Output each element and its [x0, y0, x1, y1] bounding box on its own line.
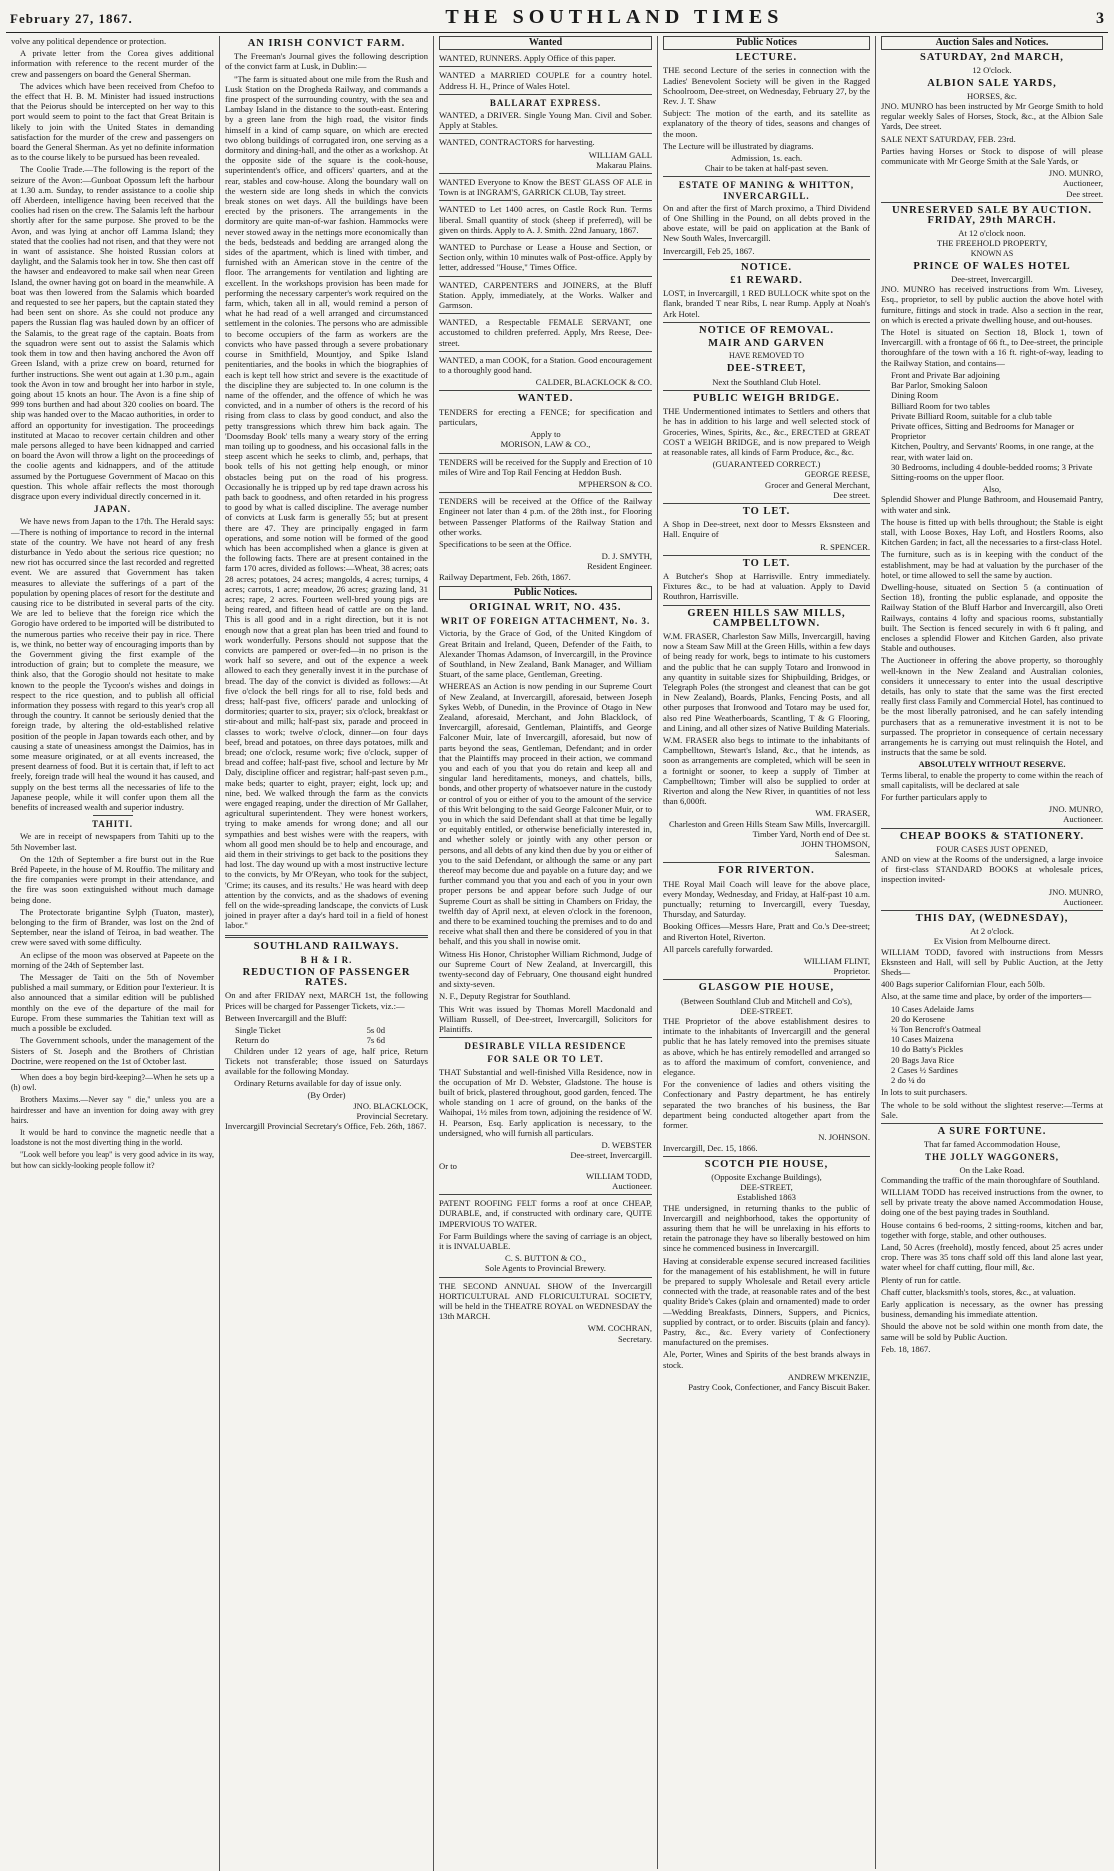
signature: JNO. MUNRO, [1048, 168, 1103, 179]
divider [663, 862, 870, 863]
divider [881, 828, 1103, 829]
signature-title: Grocer and General Merchant, [765, 479, 870, 490]
ad-line: (Between Southland Club and Mitchell and Co's), [680, 995, 853, 1006]
signature-place: Makarau Plains. [596, 159, 652, 170]
ad: On and after the first of March proximo, a Third Dividend of One Shilling in the Pound, on all debts proved in the above estate, will be paid on application at the Bank of New South Wales, Invercargill. [663, 202, 870, 244]
ad: WANTED, CONTRACTORS for harvesting. [439, 137, 595, 148]
ad-line: Apply to [530, 429, 561, 440]
column-article [220, 36, 434, 1871]
ad-line: DEE-STREET. [740, 1005, 793, 1016]
signature: WM. COCHRAN, [587, 1323, 652, 1334]
signature-title: Auctioneer, [1063, 178, 1103, 189]
ad: AND on view at the Rooms of the undersigned, a large invoice of first-class STANDARD BOOKS at wholesale prices, inspection invited- [881, 854, 1103, 885]
divider [663, 390, 870, 391]
divider [439, 492, 652, 493]
divider [439, 1037, 652, 1038]
divider [439, 66, 652, 67]
paragraph: The Messager de Taiti on the 5th of November published a mail summary, or Edition pour l'exterieur. It is also announced that a similar edition will be published monthly on the eve of the departure of the mail for Europe. From these summaries the Tahitian text will as much a possible be excluded. [11, 972, 214, 1034]
divider [225, 935, 428, 938]
ad-line: On the Lake Road. [959, 1164, 1025, 1175]
ad: WANTED, RUNNERS. Apply Office of this paper. [439, 53, 616, 64]
ad: Dwelling-house, situated on Section 5 (a continuation of Section 18), fronting the public esplanade, and opposite the Railway Station of the Bluff Harbor and Invercargill, also Oreti Railways, contains 4 lofty and spacious rooms, substantially built. The Section is fenced securely in with 6 ft paling, and encloses a splendid Flower and Kitchen Garden, also private Stable and outhouses. [881, 581, 1103, 654]
ad-heading: NOTICE OF REMOVAL. [699, 324, 834, 336]
room-list [891, 370, 1103, 482]
list-item: 10 do Batty's Pickles [891, 1044, 963, 1055]
paragraph: Ordinary Returns available for day of issue only. [234, 1078, 402, 1089]
paragraph: A private letter from the Corea gives additional information with reference to the recent murder of the crew and passengers on board the General Sherman. [11, 48, 214, 79]
fare-label: Single Ticket [235, 1025, 281, 1036]
ad-line: Or to [439, 1160, 457, 1171]
signature-title: Charleston and Green Hills Steam Saw Mills, Invercargill. [668, 818, 870, 829]
signature: N. JOHNSON. [818, 1132, 870, 1143]
list-item: 20 Bags Java Rice [891, 1054, 955, 1065]
paragraph: "Look well before you leap" is very good advice in its way, but how can sickly-looking people follow it? [11, 1150, 214, 1170]
ad: The Hotel is situated on Section 18, Block 1, town of Invercargill. with a frontage of 66 ft., to Dee-street, the principle thoroughfare of the town with a 16 ft. right-of-way, leading to the Railway Station, and contains— [881, 327, 1103, 368]
ad-line: FOUR CASES JUST OPENED, [936, 843, 1048, 854]
ad-heading: WANTED. [517, 393, 574, 405]
ad-line: Ex Vision from Melbourne direct. [933, 936, 1051, 947]
divider [439, 276, 652, 277]
newspaper-title: THE SOUTHLAND TIMES [445, 6, 784, 28]
ad-heading: THIS DAY, (WEDNESDAY), [915, 913, 1069, 925]
divider [439, 133, 652, 134]
by-order: (By Order) [307, 1090, 346, 1101]
ad-heading: PRINCE OF WALES HOTEL [913, 260, 1071, 272]
signature-title: Auctioneer. [1063, 896, 1103, 907]
ad-heading: NOTICE. [740, 261, 793, 273]
ad: Booking Offices—Messrs Hare, Pratt and Co.'s Dee-street; and Riverton Hotel, Riverton. [663, 921, 870, 942]
ad: WANTED a MARRIED COUPLE for a country hotel. Address H. H., Prince of Wales Hotel. [439, 70, 652, 91]
divider [439, 390, 652, 391]
fare-value: 5s 0d [366, 1025, 385, 1036]
ad: Having at considerable expense secured increased facilities for the management of his establishment, he will in future be prepared to supply Wholesale and Retail every article connected with the trade, at reasonable rates and of the best quality Bride's Cakes (plain and ornamented) made to order—Wedding Breakfasts, Dinners, Suppers, and Picnics, supplied by contract, or to order. Biscuits (plain and fancy). Pastry, &c., &c. Every variety of Confectionery manufactured on the premises. [663, 1255, 870, 1348]
ad-line: THE FREEHOLD PROPERTY, [936, 238, 1048, 249]
ad: Ale, Porter, Wines and Spirits of the best brands always in stock. [663, 1349, 870, 1370]
ad: Commanding the traffic of the main thoroughfare of Southland. [881, 1174, 1100, 1185]
signature: ANDREW M'KENZIE, [787, 1371, 870, 1382]
paragraph: The advices which have been received from Chefoo to the effect that H. B. M. Minister had issued instructions that the Peiorus should be intercepted on her way to this port would seem to point to the fact that Great Britain is likely to join with the United States in demanding satisfaction for the murder of the crew and passengers on board the General Sherman. As yet no definite information as to the course likely to be pursued has been revealed. [11, 80, 214, 163]
ad: JNO. MUNRO has received instructions from Wm. Livesey, Esq., proprietor, to sell by public auction the above hotel with furniture, fittings and stock in trade. Also a section in the rear, on which is erected a private dwelling house, and out-houses. [881, 284, 1103, 325]
paragraph: The Freeman's Journal gives the following description of the convict farm at Lusk, in Dublin:— [225, 51, 428, 72]
ad-line: KNOWN AS [970, 248, 1014, 258]
divider [11, 1069, 214, 1070]
divider [439, 200, 652, 201]
ad-heading: UNRESERVED SALE BY AUCTION. FRIDAY, 29th MARCH. [891, 204, 1093, 227]
ad-line: 12 O'clock. [972, 65, 1012, 76]
paragraph: On and after FRIDAY next, MARCH 1st, the following Prices will be charged for Passenger Tickets, viz.:— [225, 990, 428, 1011]
ad-line: At 12 o'clock noon. [958, 228, 1026, 239]
page-number: 3 [1096, 10, 1104, 27]
ad: Terms liberal, to enable the property to come within the reach of small capitalists, will be declared at sale [881, 769, 1103, 790]
ad: Splendid Shower and Plunge Bathroom, and Housemaid Pantry, with water and sink. [881, 494, 1103, 515]
signature: MORISON, LAW & CO., [500, 439, 591, 450]
signature-title: Auctioneer. [1063, 814, 1103, 825]
signature-title: Salesman. [834, 849, 870, 860]
list-item: 2 Cases ½ Sardines [891, 1064, 958, 1075]
ad: WILLIAM TODD, favored with instructions from Messrs Eksnsteen and Hall, will sell by Public Auction, at the Jetty Sheds— [881, 946, 1103, 978]
ad: PATENT ROOFING FELT forms a roof at once CHEAP, DURABLE, and, if constructed with ordinary care, QUITE IMPERVIOUS TO WATER. [439, 1198, 652, 1229]
ad: House contains 6 bed-rooms, 2 sitting-rooms, kitchen and bar, together with forge, stable, and other outhouses. [881, 1219, 1103, 1240]
paragraph: We have news from Japan to the 17th. The Herald says:—There is nothing of importance to record in the internal state of the country. We have not heard of any fresh disturbance in Yedo about the serious rice question; no new riot has occurred since the last recorded and regretted event. We are assured that Government has taken measures to alleviate the sufferings of a part of the population by opening places of resort for the destitute and causing rice to be distributed in several parts of the city. We are led to believe that the foreign rice which the Gorogio have ordered to be imported will be distributed to the numerous parties who receive their pay in rice. There is, we think, no better way of encouraging imports than by the Government giving the first example of the introduction of grain; but to complete the measure, we think also, that the Gorogio should not hesitate to make known to the people the Tycoon's wishes and doings in respect to the rice question, and to publish all official information they possess with regard to this year's crop all through the country. It cannot be seriously denied that the foreign trade, by altering the old-established relative position of the people in Japan towards each other, and by causing a state of uneasiness amongst the Daimios, has in some measure originated, or at all events increased, the present dearness of food. But it is certain that, if left to act freely, foreign trade will heal the wound it has caused, and supply on the best terms all the necessaries of life to the Japanese people, while it will confer upon them all the benefits of increased wealth and superior industry. [11, 516, 214, 813]
ad-line: ABSOLUTELY WITHOUT RESERVE. [918, 759, 1066, 770]
ad-heading: LECTURE. [735, 52, 798, 64]
ad-heading: SOUTHLAND RAILWAYS. [253, 940, 400, 952]
ad: Witness His Honor, Christopher William Richmond, Judge of our Supreme Court of New Zealand, at Invercargill, this twenty-second day of February, One thousand eight hundred and sixty-seven. [439, 948, 652, 990]
ad-heading: BALLARAT EXPRESS. [489, 97, 602, 108]
ad: Land, 50 Acres (freehold), mostly fenced, about 25 acres under crop. There was 35 tons chaff sold off this land alone last year, water wheel for chaff cutting, flour mill, &c. [881, 1241, 1103, 1273]
ad-line: At 2 o'clock. [970, 926, 1014, 937]
section-heading: TAHITI. [91, 819, 134, 830]
signature-title: Secretary. [617, 1333, 652, 1344]
paragraph: An eclipse of the moon was observed at Papeete on the morning of the 24th of September last. [11, 949, 214, 970]
ad: WANTED Everyone to Know the BEST GLASS OF ALE in Town is at INGRAM'S, GARRICK CLUB, Tay street. [439, 177, 652, 198]
list-item: 2 do ¼ do [891, 1075, 926, 1086]
ad: TENDERS for erecting a FENCE; for specification and particulars, [439, 406, 652, 427]
signature-place: Dee street. [1066, 188, 1103, 199]
ad: WANTED, a DRIVER. Single Young Man. Civil and Sober. Apply at Stables. [439, 110, 652, 131]
ad: THE Royal Mail Coach will leave for the above place, every Monday, Wednesday, and Friday, at Half-past 10 a.m. punctually; returning to Invercargill, every Tuesday, Thursday, and Saturday. [663, 878, 870, 920]
ad-heading: DEE-STREET, [726, 363, 807, 375]
divider [439, 351, 652, 352]
ad: The Lecture will be illustrated by diagrams. [663, 140, 814, 151]
signature: JOHN THOMSON, [801, 839, 870, 850]
paragraph: Brothers Maxims.—Never say " die," unless you are a hairdresser and have an invention for doing away with grey hairs. [11, 1095, 214, 1125]
signature-place: Railway Department, Feb. 26th, 1867. [439, 571, 571, 582]
ad-heading: A SURE FORTUNE. [937, 1125, 1047, 1137]
list-item: 20 do Kerosene [891, 1013, 945, 1024]
ad: Plenty of run for cattle. [881, 1274, 961, 1285]
column-public-notices [658, 36, 876, 1869]
divider [439, 453, 652, 454]
section-header: Wanted [439, 36, 652, 50]
ad: THE SECOND ANNUAL SHOW of the Invercargill HORTICULTURAL AND FLORICULTURAL SOCIETY, will be held in the THEATRE ROYAL on WEDNESDAY the 13th MARCH. [439, 1280, 652, 1322]
signature: R. SPENCER. [820, 541, 870, 552]
ad-line: (Opposite Exchange Buildings), [711, 1171, 822, 1182]
divider [663, 979, 870, 980]
signature-title: Pastry Cook, Confectioner, and Fancy Biscuit Baker. [688, 1381, 870, 1392]
ad-line: HORSES, &c. [967, 90, 1017, 101]
divider [663, 503, 870, 504]
signature-title: Resident Engineer. [587, 561, 652, 572]
ad: Also, at the same time and place, by order of the importers— [881, 991, 1092, 1002]
divider [663, 605, 870, 606]
ad: WANTED to Let 1400 acres, on Castle Rock Run. Terms liberal. Small quantity of stock (sheep if preferred), will be given on thirds. Apply to A. J. Smith. 22nd January, 1867. [439, 204, 652, 235]
ad: Chaff cutter, blacksmith's tools, stores, &c., at valuation. [881, 1286, 1076, 1297]
signature: WILLIAM TODD, [585, 1170, 652, 1181]
signature-title: Auctioneer. [612, 1180, 652, 1191]
issue-date: February 27, 1867. [10, 11, 133, 26]
ad: Victoria, by the Grace of God, of the United Kingdom of Great Britain and Ireland, Queen, Defender of the Faith, to Alexander Thomas Adamson, of Invercargill, in the Province of Southland, in New Zealand, Bank Manager, and William Stuart, of the same place, Gentleman, Greeting. [439, 628, 652, 680]
ad: SALE NEXT SATURDAY, FEB. 23rd. [881, 133, 1016, 144]
section-header: Public Notices [663, 36, 870, 50]
ad-heading: SCOTCH PIE HOUSE, [704, 1158, 829, 1170]
paragraph: The Protectorate brigantine Sylph (Tuaton, master), belonging to the firm of Brander, was lost on the 2nd of September, near the island of Teiroa, in bad weather. The crew were saved with some difficulty. [11, 906, 214, 948]
ad: THE Proprietor of the above establishment desires to intimate to the inhabitants of Invercargill and the general public that he has lately removed into the premises situate as above, which he has entirely remodelled and arranged so as to afford the maximum of comfort, convenience, and elegance. [663, 1016, 870, 1078]
ad: LOST, in Invercargill, 1 RED BULLOCK white spot on the flank, branded T near Ribs, L near Rump. Apply at Noah's Ark Hotel. [663, 288, 870, 319]
signature-place: Invercargill Provincial Secretary's Office, Feb. 26th, 1867. [225, 1120, 427, 1131]
fare-label: Return do [235, 1035, 270, 1046]
ad: Specifications to be seen at the Office. [439, 538, 572, 549]
ad: Should the above not be sold within one month from date, the same will be sold by Public Auction. [881, 1321, 1103, 1342]
ad-heading: £1 REWARD. [730, 275, 803, 287]
column-wanted [434, 36, 658, 1869]
paragraph: On the 12th of September a fire burst out in the Rue Bréd Papeete, in the house of M. Rouffio. The military and the fire companies were prompt in their attendance, and the fire was soon extinguished without much damage being done. [11, 853, 214, 905]
paragraph: The Coolie Trade.—The following is the report of the seizure of the Avon:—Gunboat Opossum left the harbour at 1.30 a.m. Sunday, to render assistance to a coolie ship off Aberdeen, intelligence having been received that the coolies had risen on the crew. The Salamis left the harbour shortly after for the same purpose. She proved to be the Avon, and was lying at anchor off Lamma Island; they stated that the coolies had not risen, and that they were not in want of assistance. She hoisted Russian colors at daylight, and the Salamis took her in tow. She then cast off the hawser and endeavored to make sail when near Green Island, the owner having got on board in the meanwhile. A boat was then lowered from the Salamis which boarded and requested to see her papers, but the captain stated they had been sent on shore. As she could not produce any papers the Russian flag was hauled down by an officer of the Salamis, to the great rage of the captain. Boats from the squadron were sent out to assist the Salamis which took them in tow and then having anchored the Avon off Green Island, with a prize crew on board, returned for further instructions. She went out again at 1.30 p.m., again took the Avon in tow and brought her into harbor in style, going about 15 knots an hour. The Avon is a fine ship of 999 tons burthen and had about 320 coolies on board. The ship was handed over to the Macao authorities, in order to afford an opportunity for investigation. The proceedings instituted at Macao to recover certain children and other male persons alleged to have been kidnapped and carried on board the Avon will throw a light on the proceedings of the coolie agents and kidnappers, and of the attitude assumed by the Portuguese Government of Macao on this question. This whole affair reflects the most thorough disgrace upon every individual directly concerned in it. [11, 164, 214, 501]
ad-heading: SATURDAY, 2nd MARCH, [920, 52, 1064, 64]
ad-line: Established 1863 [737, 1192, 796, 1203]
ad-heading: TO LET. [742, 557, 791, 569]
divider [881, 910, 1103, 911]
ad: Subject: The motion of the earth, and its satellite as explanatory of the theory of tides, seasons and changes of the moon. [663, 108, 870, 139]
ad-subheading: WRIT OF FOREIGN ATTACHMENT, No. 3. [440, 616, 651, 627]
ad: The house is fitted up with bells throughout; the Stable is eight stall, with Loose Boxes, Hay Loft, and Hostlers Rooms, also Kitchen Garden; in fact, all the necessaries to a first-class Hotel. [881, 516, 1103, 548]
ad-line: Also, [982, 484, 1002, 495]
ad: The furniture, such as is in keeping with the conduct of the establishment, may be had at valuation by the purchaser of the hotel, or time allowed to sell the same by auction. [881, 549, 1103, 580]
ad-line: Admission, 1s. each. [730, 153, 803, 164]
signature: D. J. SMYTH, [601, 551, 652, 562]
column-news [6, 36, 220, 1871]
article-heading: AN IRISH CONVICT FARM. [247, 38, 406, 49]
ad: N. F., Deputy Registrar for Southland. [439, 991, 571, 1002]
list-item: 10 Cases Adelaide Jams [891, 1003, 974, 1014]
list-item: Billiard Room for two tables [891, 400, 990, 411]
ad: This Writ was issued by Thomas Morell Macdonald and William Russell, of Dee-street, Invercargill, Solicitors for Plaintiffs. [439, 1003, 652, 1035]
ad: THE Undermentioned intimates to Settlers and others that he has in addition to his large and well selected stock of Groceries, Wines, Spirits, &c., &c., ERECTED at GREAT COST a WEIGH BRIDGE, and is now prepared to Weigh at reasonable rates, all kinds of Farm Produce, &c., &c. [663, 406, 870, 457]
paragraph: Between Invercargill and the Bluff: [225, 1012, 347, 1023]
ad: WANTED, a man COOK, for a Station. Good encouragement to a thoroughly good hand. [439, 354, 652, 376]
signature: WILLIAM GALL [588, 149, 652, 160]
fare-row [235, 1035, 385, 1045]
signature: JNO. MUNRO, [1048, 804, 1103, 815]
ad: W.M. FRASER also begs to intimate to the inhabitants of Campbelltown, Stewart's Island, &c., that he intends, as soon as arrangements are completed, which will be seen in a fortnight or sooner, to keep a supply of Timber at Campbelltown; Timber will also be supplied to order at Riverton and along the New River, in quantities of not less than 6,000ft. [663, 734, 870, 807]
paragraph: The Government schools, under the management of the Sisters of St. Joseph and the Brothers of Christian Doctrine, were reopened on the 1st of October last. [11, 1035, 214, 1066]
ad-heading: TO LET. [742, 505, 791, 517]
ad-heading: ALBION SALE YARDS, [927, 77, 1057, 89]
list-item: Kitchen, Poultry, and Servants' Rooms, in one range, at the rear, with water laid on. [891, 441, 1094, 462]
list-item: 30 Bedrooms, including 4 double-bedded rooms; 3 Private Sitting-rooms on the upper floor. [891, 461, 1093, 482]
ad: For Farm Buildings where the saving of carriage is an object, it is INVALUABLE. [439, 1230, 652, 1251]
ad: The Auctioneer in offering the above property, so thoroughly well-known in the New Zealand and Australian colonies, considers it unnecessary to enter into the usual descriptive details, has only to state that the same was the first erected really first class Family and Commercial Hotel, has continued to be the most liberally patronised, and he can safely intending purchasers that as a remunerative investment it is not to be surpassed. The proprietor in consequence of certain necessary arrangements he is carrying out must relinquish the Hotel, and instructs that the same be sold. [881, 655, 1103, 758]
ad-heading: DESIRABLE VILLA RESIDENCE [464, 1041, 627, 1052]
ad: 400 Bags superior Californian Flour, each 50lb. [881, 979, 1045, 990]
list-item: Private Billiard Room, suitable for a club table [891, 410, 1052, 421]
list-item: Bar Parlor, Smoking Saloon [891, 380, 988, 391]
paragraph: volve any political dependence or protection. [11, 36, 167, 46]
ad-heading: GREEN HILLS SAW MILLS, CAMPBELLTOWN. [687, 607, 846, 629]
masthead [6, 4, 1108, 33]
ad: WANTED, CARPENTERS and JOINERS, at the Bluff Station. Apply, immediately, at the Works. Walker and Garmson. [439, 279, 652, 311]
ad: For further particulars apply to [881, 792, 987, 803]
signature-title: Sole Agents to Provincial Brewery. [485, 1263, 606, 1274]
paragraph: When does a boy begin bird-keeping?—When he sets up a (h) owl. [11, 1072, 214, 1093]
ad: TENDERS will be received at the Office of the Railway Engineer not later than 4 p.m. of the 28th inst., for Flooring between Passenger Platforms of the Railway Station and other works. [439, 496, 652, 537]
signature-place: Timber Yard, North end of Dee st. [752, 828, 870, 839]
ad-line: Next the Southland Club Hotel. [712, 376, 821, 387]
ad: W.M. FRASER, Charleston Saw Mills, Invercargill, having now a Steam Saw Mill at the Green Hills, within a few days of being ready for work, begs to intimate to his customers and the public that he can supply Totaro and Ironwood in any quantity in suitable sizes for Shipbuilding, Bridges, or Telegraph Poles (the strongest and cleanest that can be got in New Zealand), Boards, Planks, Fencing Posts, and all other purposes that Ironwood and Totaro may be used for, also red Pine Weatherboards, Scantling, T & G Flooring, and Lining, and all other sizes of Native Building Materials. [663, 630, 870, 733]
ad: Early application is necessary, as the owner has pressing business, demanding his immediate attention. [881, 1298, 1103, 1320]
divider [439, 238, 652, 239]
signature-place: Feb. 18, 1867. [881, 1343, 931, 1354]
list-item: 10 Cases Maizena [891, 1034, 954, 1045]
ad-line: Chair to be taken at half-past seven. [704, 163, 829, 174]
section-header: Public Notices. [439, 586, 652, 600]
ad: WILLIAM TODD has received instructions from the owner, to sell by private treaty the above named Accommodation House, doing one of the best paying trades in Southland. [881, 1186, 1103, 1218]
fare-row [235, 1025, 385, 1035]
divider [881, 202, 1103, 203]
divider [663, 259, 870, 260]
divider [881, 1123, 1103, 1124]
signature-title: Provincial Secretary. [356, 1110, 428, 1121]
divider [93, 815, 133, 816]
ad-heading: ORIGINAL WRIT, NO. 435. [469, 601, 622, 613]
ad-line: That far famed Accommodation House, [923, 1139, 1061, 1150]
signature: CALDER, BLACKLOCK & CO. [535, 377, 652, 388]
goods-list [891, 1004, 1103, 1086]
paragraph: "The farm is situated about one mile from the Rush and Lusk Station on the Drogheda Railway, and commands a fine prospect of the surrounding country, with the sea and Lambay Island in the distance to the south-east. Entering by a green lane from the high road, the visitor finds himself in a kind of camp square, on which are erected two oblong buildings of corrugated iron, one serving as a dormitory and dining-hall, and the other as a workshop. At the opposite side of the square is the cook-house, superintendent's office, and officers' quarters, and at the rear, stables and cow-house. Along the boundary wall on the western side are long sheds in which the convicts break stones on wet days. All the buildings have been erected by the prisoners. The arrangements in the dormitory are quite man-of-war fashion. Hammocks were never stowed away in the nettings more economically than the beds, bedsteads and bedding are arranged along the sides of the apartment, which is lined with timber, and furnished with an American stove in the centre of the floor. The arrangements for ventilation and lighting are excellent. In the workshops provision has been made for performing the necessary carpenter's work required on the farm, which, taken all in all, would remind a person of what he had read of a well arranged and circumstanced settlement in the colonies. The persons who are admissible to become occupiers of the farm as workers are the convicts who have passed through a severe probationary course in Smithfield, Mountjoy, and Spike Island penitentiaries, and the books in which the biographies of each is kept tell how strict and severe is the exactitude of the discipline they are subjected to. In one column is the name of the offender, and the offence of which he was convicted, and in a number of others is the record of his rising from class to class by good conduct, and also the petty transgressions which threw him back again. The 'Doomsday Book' tells many a weary story of the erring man toiling up to goodness, and his occasional falls in the steep ascent which he seeks to climb, and, perhaps, that book tells of his not getting help enough, or minor obstacles being put on the road of his progress. Occasionally he is tripped up by red tape drawn across his path back to goodness, and often retarded in his progress to good by what is called discipline. The average number of convicts at Lusk farm is generally 55; but at present there are 47. They are principally engaged in farm operations, and some notion will be formed of the good which has been accomplished when a glance is given at the following facts. There are at present contained in the farm 170 acres, divided as follows:—Wheat, 38 acres; oats 28 acres; potatoes, 24 acres; mangolds, 4 acres; turnips, 4 acres; carrots, 1 acre; meadow, 26 acres; grazing land, 31 acres; rape, 2 acres. Fourteen well-bred young pigs are being reared, and fifteen head of cattle are on the land. This is all good and in a right direction, but it is not enough now that a great plan has been tried and found to work wonderfully. Persons should not suppose that the convicts are pampered or over-fed—in no prison is the work half so severe, and out of the expence a week allowed to each they generally invest it in the purchase of bread. The day of the convict is divided as follows:—At five o'clock the bell rings for all to rise, fold beds and dress; half-past five, officers' parade and unlocking of dormitories; quarter to six, prayer; six o'clock, breakfast or stir-about and milk; half-past six, parade and proceed in classes to work; twelve o'clock, dinner—on four days beef, bread and potatoes, on three days potatoes, milk and bread; one o'clock, resume work; five o'clock, supper of bread and coffee; half-past five, school and lecture by Mr Daly, discipline officer and registrar; half-past seven p.m., make beds; quarter to eight, prayer; eight, lock up; and nine, bed. We walked through the farm as the convicts were engaged reaping, under the direction of Mr Gallaher, agricultural superintendent. They were honest workers, trying to make amends for wrong done; and all our sympathies and best wishes were with the reapers, with whom all good men should be to help and encourage, and aid them in their strivings to get back to the positions they had lost. The day wound up with a most instructive lecture to the convicts, by Mr O'Reyan, who took for the subject, 'Crime; its causes, and its results.' He was heard with deep attention by the convicts, and as the shadows of evening fell on the wide-spreading landscape, the convicts of Lusk joined in prayer after a day's hard toil in a field of honest labor." [225, 73, 428, 931]
signature: JNO. MUNRO, [1048, 886, 1103, 897]
ad: WANTED to Purchase or Lease a House and Section, or Section only, within 10 minutes walk of Post-office. Apply by letter, addressed "House," Times Office. [439, 242, 652, 273]
ad-heading: THE JOLLY WAGGONERS, [925, 1152, 1059, 1163]
list-item: ¼ Ton Bencroft's Oatmeal [891, 1024, 982, 1035]
ad: A Butcher's Shop at Harrisville. Entry immediately. Fixtures &c., to be had at valuation. Apply to David Routhron, Harrisville. [663, 570, 870, 602]
ad-line: HAVE REMOVED TO [728, 351, 805, 361]
ad-heading: ESTATE OF MANING & WHITTON, INVERCARGILL. [678, 180, 855, 201]
signature: WM. FRASER, [815, 808, 870, 819]
signature: D. WEBSTER [601, 1140, 652, 1151]
paragraph: Children under 12 years of age, half price, Return Tickets not transferable; those issued on Saturdays available for the following Monday. [225, 1045, 428, 1076]
divider [439, 313, 652, 314]
signature: JNO. BLACKLOCK, [353, 1100, 428, 1111]
ad: All parcels carefully forwarded. [663, 943, 773, 954]
divider [663, 322, 870, 323]
divider [439, 1194, 652, 1195]
ad-heading: CHEAP BOOKS & STATIONERY. [899, 830, 1085, 842]
ad: JNO. MUNRO has been instructed by Mr George Smith to hold regular weekly Sales of Horses, Stock, &c., at the Albion Sale Yards, Dee street. [881, 101, 1103, 132]
ad: In lots to suit purchasers. [881, 1087, 968, 1098]
signature-place: Dee street. [833, 489, 870, 500]
list-item: Private offices, Sitting and Bedrooms for Manager or Proprietor [891, 420, 1075, 442]
ad: THAT Substantial and well-finished Villa Residence, now in the occupation of Mr D. Webster, Gladstone. The house is built of brick, plastered throughout, good garden, fenced. The whole standing on 1 acre of ground, on the banks of the Waihopai, 1½ miles from town, adjoining the residence of W. H. Pearson, Esq. Early application is necessary, to the undersigned, who will furnish all particulars. [439, 1066, 652, 1138]
ad-subheading: B H & I R. [300, 954, 353, 965]
ad-subheading: REDUCTION OF PASSENGER RATES. [242, 967, 411, 989]
paragraph: We are in receipt of newspapers from Tahiti up to the 5th November last. [11, 831, 214, 852]
divider [663, 555, 870, 556]
ad-heading: MAIR AND GARVEN [708, 338, 825, 350]
ad-heading: FOR RIVERTON. [718, 865, 815, 877]
paragraph: It would be hard to convince the magnetic needle that a loadstone is not the most diverting thing in the world. [11, 1127, 214, 1148]
ad: The whole to be sold without the slightest reserve:—Terms at Sale. [881, 1099, 1103, 1120]
ad: THE undersigned, in returning thanks to the public of Invercargill and neighborhood, takes the opportunity of assuring them that he will be unrelaxing in his efforts to retain the patronage they have so liberally bestowed on him since he commenced business in Invercargill. [663, 1202, 870, 1254]
list-item: Front and Private Bar adjoining [891, 369, 1000, 380]
signature-place: Invercargill, Dec. 15, 1866. [663, 1142, 758, 1153]
section-heading: JAPAN. [93, 504, 132, 515]
divider [663, 176, 870, 177]
column-auctions [876, 36, 1108, 1869]
divider [439, 94, 652, 95]
ad-line: DEE-STREET, [740, 1182, 793, 1193]
signature: C. S. BUTTON & CO., [504, 1253, 586, 1264]
ad: THE second Lecture of the series in connection with the Ladies' Benevolent Society will be given in the Ragged Schoolroom, Dee-street, on Wednesday, February 27, by the Rev. J. T. Shaw [663, 65, 870, 107]
fare-value: 7s 6d [366, 1035, 385, 1046]
divider [663, 1156, 870, 1157]
ad-line: (GUARANTEED CORRECT.) [712, 459, 821, 470]
signature: WILLIAM FLINT, [803, 956, 870, 967]
ad-line: Invercargill, Feb 25, 1867. [663, 245, 755, 256]
ad-heading: PUBLIC WEIGH BRIDGE. [693, 392, 840, 404]
ad-heading: GLASGOW PIE HOUSE, [698, 982, 835, 994]
ad: WHEREAS an Action is now pending in our Supreme Court of New Zealand, at Invercargill, aforesaid, between Joseph Sykes Webb, of Dunedin, in the Province of Otago in New Zealand, aforesaid, Merchant, and John Blacklock, of Invercargill, aforesaid, Gentleman, Plaintiffs, and George Falconer Muir, late of Invercargill, aforesaid, but now of parts beyond the seas, Gentleman, Defendant; and in order that the Plaintiffs may proceed in their action, we command you and each of you that you do retain and keep all and singular land hereditaments, moneys, and chattels, bills, bonds, and other property of whatsoever nature in the custody or control of you or either of you to the amount of the service of this Writ belonging to the said George Falconer Muir, or to you in which the said Defendant shall at that time be legally or equitably entitled, or otherwise beneficially interested in, and whether solely or jointly with any other person or persons, and all debts of any kind then due by you or either of you to the said Defendant, or although the same or any part thereof may become due and payable on a future day; and we further command you that you and each of you in your own proper persons be and appear before such Judge of our Supreme Court as shall be sitting in Chambers on Friday, the twelfth day of April next, at eleven o'clock in the forenoon, and there to be examined touching the premises and to do and receive what shall then and there be considered of you in that behalf, and this you shall in nowise omit. [439, 681, 652, 947]
ad: A Shop in Dee-street, next door to Messrs Eksnsteen and Hall. Enquire of [663, 519, 870, 540]
ad-subheading: FOR SALE OR TO LET. [487, 1054, 604, 1065]
signature: M'PHERSON & CO. [578, 478, 652, 489]
ad-line: Dee-street, Invercargill. [951, 274, 1033, 285]
section-header: Auction Sales and Notices. [881, 36, 1103, 50]
ad: For the convenience of ladies and others visiting the Confectionary and Pastry department, he has entirely separated the two branches of his business, the Bar department being conducted altogether apart from the former. [663, 1079, 870, 1131]
signature-place: Dee-street, Invercargill. [570, 1150, 652, 1161]
columns [6, 36, 1108, 1871]
signature-title: Proprietor. [833, 966, 870, 977]
ad: Parties having Horses or Stock to dispose of will please communicate with Mr George Smith at the Sale Yards, or [881, 145, 1103, 167]
signature: GEORGE REESE, [804, 469, 870, 480]
ad: TENDERS will be received for the Supply and Erection of 10 miles of Wire and Top Rail Fencing at Heddon Bush. [439, 456, 652, 477]
divider [439, 1277, 652, 1278]
list-item: Dining Room [891, 390, 939, 401]
ad: WANTED, a Respectable FEMALE SERVANT, one accustomed to children preferred. Apply, Mrs Reese, Dee-street. [439, 317, 652, 348]
divider [439, 173, 652, 174]
